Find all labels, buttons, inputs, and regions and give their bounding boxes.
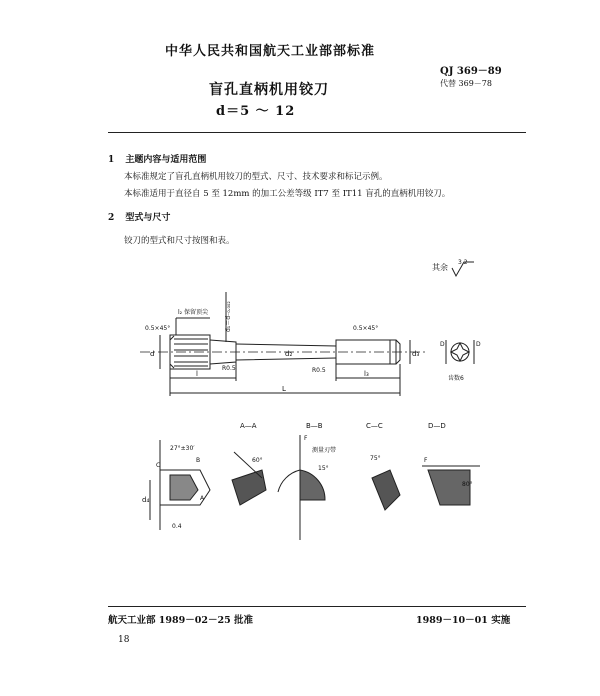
radius-b-label: R0.5 [312,367,326,374]
section-1-number: 1 [108,155,115,165]
section-1-paragraph-2: 本标准适用于直径自 5 至 12mm 的加工公差等级 IT7 至 IT11 盲孔的直柄机用铰刀。 [124,189,451,199]
dim-d3-label: d₃ [412,350,420,358]
edge-band-label: 测量刃带 [312,447,337,454]
section-2-number: 2 [108,213,115,223]
section-2-paragraph-1: 铰刀的型式和尺寸按图和表。 [124,236,235,246]
end-view-mark-d-left: D [440,341,445,348]
tolerance-label: d₁＝d₋₀.₀₀₂ [225,301,232,332]
standard-number: QJ 369－89 [440,66,502,77]
dim-d-label: d [150,350,155,358]
document-title: 盲孔直柄机用铰刀 [209,82,329,98]
dim-d2-label: d₂ [285,350,293,358]
section-bb-label: B—B [306,422,323,430]
surface-note: 其余 [432,263,448,272]
section-1-title: 主题内容与适用范围 [125,155,207,165]
section-aa-label: A—A [240,422,257,430]
dim-L-label: L [282,385,286,393]
section-aa-shape [232,470,266,505]
angle-27-label: 27°±30′ [170,445,195,452]
detail-mark-c: C [156,462,161,469]
detail-mark-a: A [200,495,205,502]
page-number: 18 [118,635,130,645]
detail-mark-b: B [196,457,201,464]
section-bb-shape [300,470,325,500]
replaces-standard: 代替 369－78 [440,79,492,88]
section-dd-mark-f: F [424,457,428,464]
footer-divider [108,606,526,607]
section-cc-label: C—C [366,422,383,430]
angle-75-label: 75° [370,455,381,462]
roughness-symbol-icon [452,262,474,276]
section-1-paragraph-1: 本标准规定了盲孔直柄机用铰刀的型式、尺寸、技术要求和标记示例。 [124,172,388,182]
section-2-title: 型式与尺寸 [125,213,171,223]
section-cc-shape [372,470,400,510]
dim-04-label: 0.4 [172,523,182,530]
document-subtitle: d＝5 ～ 12 [216,104,296,119]
dim-d4-label: d₄ [142,496,150,504]
section-dd-label: D—D [428,422,446,430]
end-view-mark-d-right: D [476,341,481,348]
end-view [451,343,469,361]
angle-60-label: 60° [252,457,263,464]
keep-center-label: l₂ 保留顶尖 [178,309,208,316]
radius-a-label: R0.5 [222,365,236,372]
chamfer-right-label: 0.5×45° [353,325,379,332]
tooth-count-label: 齿数6 [448,375,464,382]
dim-l-label: l [196,370,198,378]
section-bb-mark-f: F [304,435,308,442]
angle-80-label: 80° [462,481,473,488]
organization-title: 中华人民共和国航天工业部部标准 [165,44,376,59]
implementation-text: 1989－10－01 实施 [416,615,511,626]
approval-text: 航天工业部 1989－02－25 批准 [108,615,253,626]
roughness-value: 3.2 [458,259,468,266]
angle-15-label: 15° [318,465,329,472]
chamfer-left-label: 0.5×45° [145,325,171,332]
dim-l3-label: l₃ [364,370,369,378]
